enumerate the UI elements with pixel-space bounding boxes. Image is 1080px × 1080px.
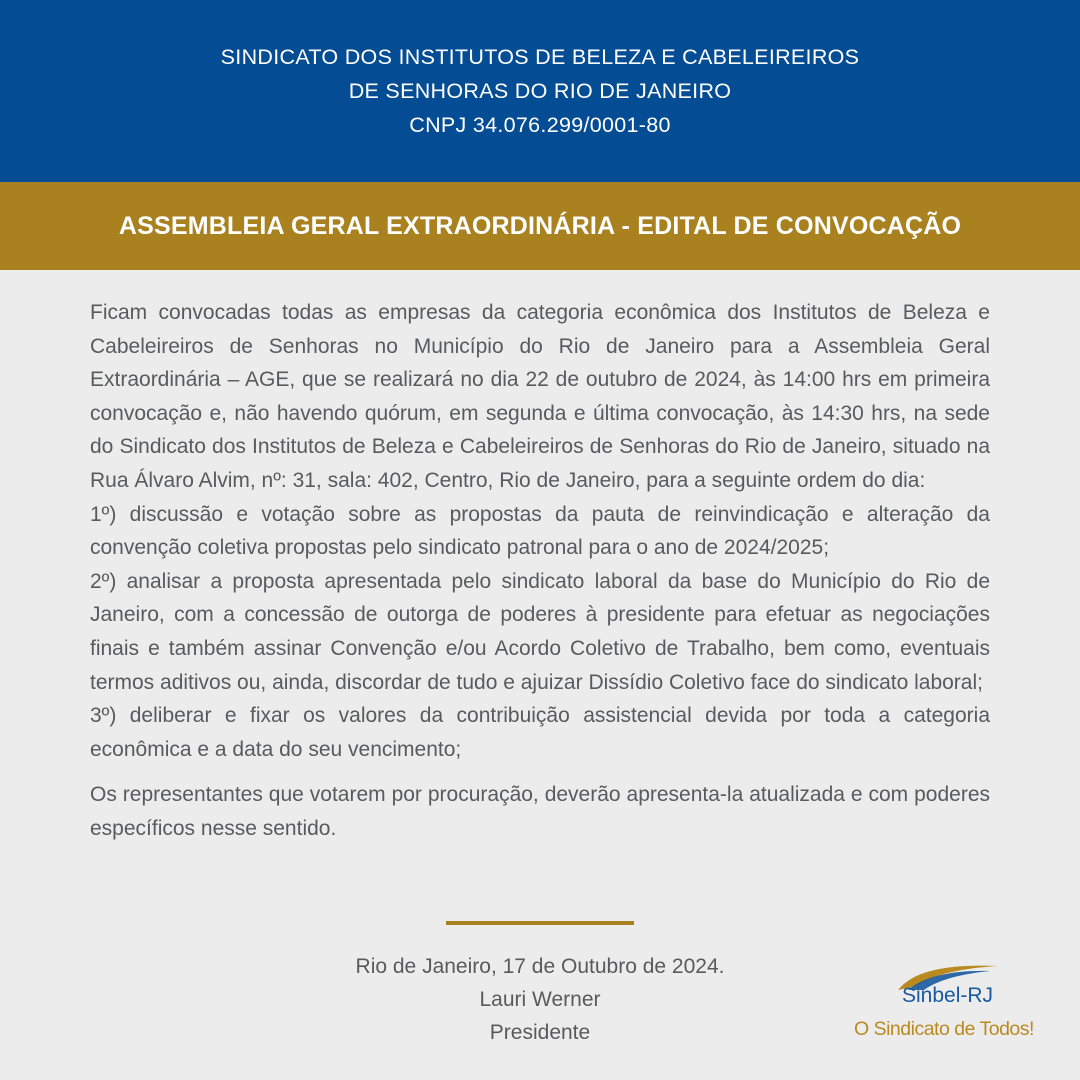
agenda-item-1: 1º) discussão e votação sobre as propostas da pauta de reinvindicação e alteração da convenção coletiva propostas pelo sindicato patronal para o ano de 2024/2025;: [90, 502, 990, 560]
header-line-1: SINDICATO DOS INSTITUTOS DE BELEZA E CABELEIREIROS: [220, 45, 860, 69]
logo-slogan: O Sindicato de Todos!: [854, 1018, 1034, 1040]
agenda-item-3: 3º) deliberar e fixar os valores da contribuição assistencial devida por toda a categoria econômica e a data do seu vencimento;: [90, 704, 990, 761]
signer-role: Presidente: [489, 1021, 591, 1044]
gold-divider: [446, 921, 634, 925]
header-line-2: DE SENHORAS DO RIO DE JANEIRO: [348, 79, 732, 103]
place-date: Rio de Janeiro, 17 de Outubro de 2024.: [355, 955, 725, 978]
logo-brand: Sinbel-RJ: [902, 984, 994, 1007]
agenda-item-2: 2º) analisar a proposta apresentada pelo sindicato laboral da base do Município do Rio de Janeiro, com a concessão de outorga de poderes à presidente para efetuar as negociações finais e também assinar Convenção e/ou Acordo Coletivo de Trabalho, bem como, eventuais termos aditivos ou, ainda, discordar de tudo e ajuizar Dissídio Coletivo face do sindicato laboral;: [90, 569, 990, 694]
notice-title: ASSEMBLEIA GERAL EXTRAORDINÁRIA - EDITAL DE CONVOCAÇÃO: [118, 211, 962, 240]
intro-paragraph: Ficam convocadas todas as empresas da categoria econômica dos Institutos de Beleza e Cabeleireiros de Senhoras no Município do Rio de Janeiro para a Assembleia Geral Extraordinária – AGE, que se realizará no dia 22 de outubro de 2024, às 14:00 hrs em primeira convocação e, não havendo quórum, em segunda e última convocação, às 14:30 hrs, na sede do Sindicato dos Institutos de Beleza e Cabeleireiros de Senhoras do Rio de Janeiro, situado na Rua Álvaro Alvim, nº: 31, sala: 402, Centro, Rio de Janeiro, para a seguinte ordem do dia:: [90, 301, 990, 492]
header: [0, 0, 1080, 182]
closing-paragraph: Os representantes que votarem por procuração, deverão apresenta-la atualizada e com poderes específicos nesse sentido.: [90, 783, 990, 840]
notice-body: [90, 296, 990, 846]
header-cnpj: CNPJ 34.076.299/0001-80: [409, 113, 671, 137]
sinbel-logo: [846, 960, 1056, 1050]
signer-name: Lauri Werner: [479, 988, 601, 1011]
title-banner: [0, 182, 1080, 270]
signature-block: [240, 950, 840, 1049]
